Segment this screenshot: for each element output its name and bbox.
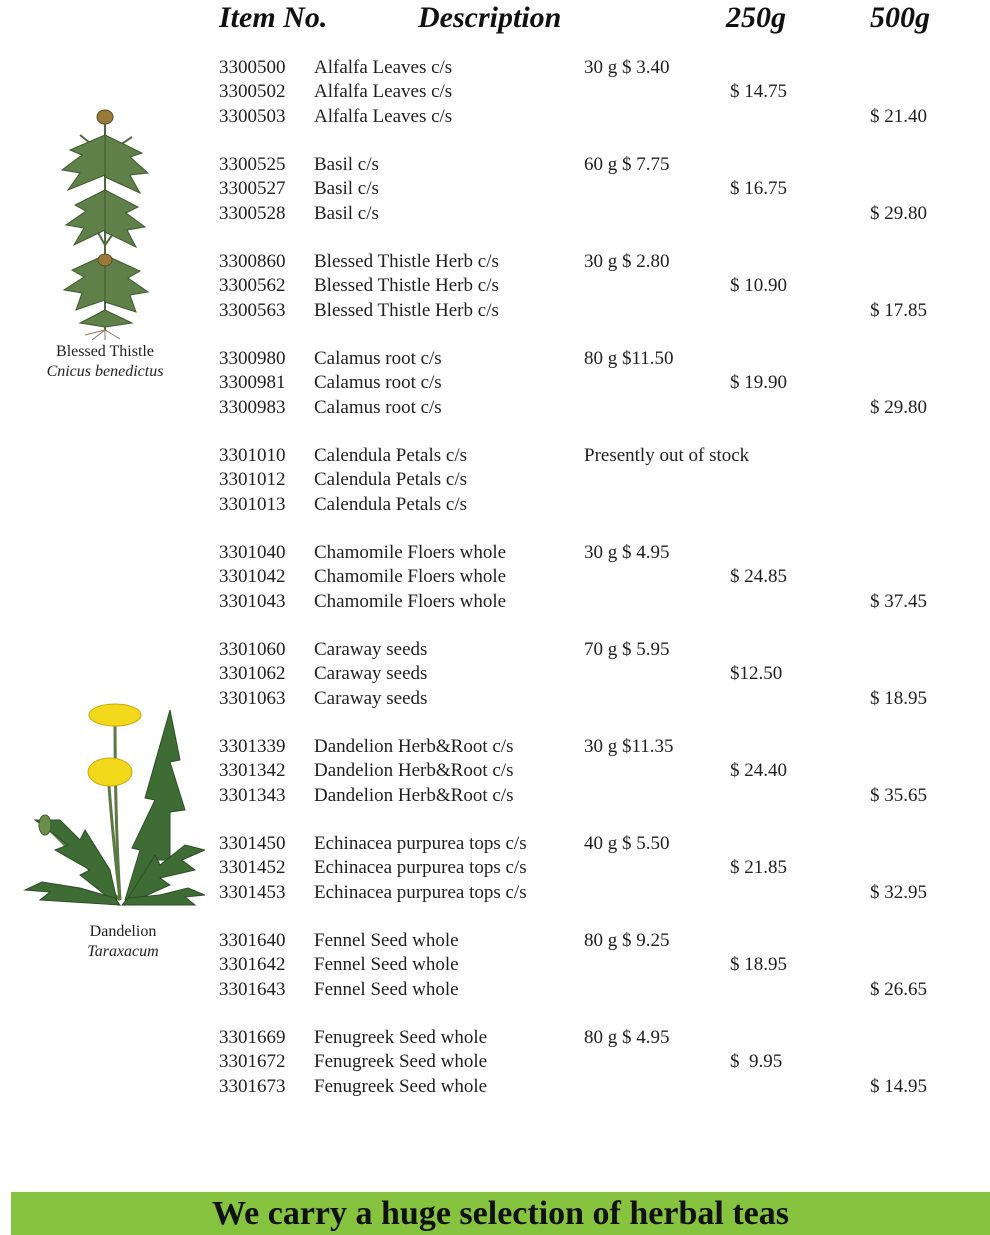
item-description: Chamomile Floers whole — [314, 590, 507, 612]
sample-price: 80 g $ 9.25 — [584, 930, 670, 951]
sample-price: 30 g $ 2.80 — [584, 251, 670, 272]
item-number: 3301012 — [219, 469, 286, 491]
price-250g: $ 16.75 — [730, 178, 787, 200]
item-number: 3300563 — [219, 299, 286, 321]
price-500g: $ 37.45 — [870, 590, 927, 612]
item-number: 3301040 — [219, 542, 286, 563]
dandelion-plant-icon — [20, 700, 205, 915]
item-description: Calendula Petals c/s — [314, 445, 468, 466]
price-250g: $ 24.85 — [730, 566, 787, 588]
price-250g: $ 19.90 — [730, 372, 787, 394]
thistle-latin-name: Cnicus benedictus — [46, 363, 164, 380]
sample-price: 80 g $ 4.95 — [584, 1027, 670, 1048]
header-250g: 250g — [726, 1, 786, 34]
price-250g: $ 18.95 — [730, 954, 787, 976]
product-row — [0, 444, 990, 468]
product-group — [0, 541, 990, 638]
item-number: 3300980 — [219, 348, 286, 369]
item-number: 3301643 — [219, 978, 286, 1000]
thistle-illustration — [50, 95, 160, 340]
item-description: Calamus root c/s — [314, 372, 442, 394]
price-250g: $ 24.40 — [730, 760, 787, 782]
price-500g: $ 26.65 — [870, 978, 927, 1000]
item-number: 3301043 — [219, 590, 286, 612]
price-500g: $ 29.80 — [870, 202, 927, 224]
item-number: 3301343 — [219, 784, 286, 806]
price-500g: $ 17.85 — [870, 299, 927, 321]
item-number: 3301642 — [219, 954, 286, 976]
sample-price: 30 g $11.35 — [584, 736, 674, 757]
item-number: 3301452 — [219, 857, 286, 879]
product-row — [0, 1075, 990, 1099]
item-description: Blessed Thistle Herb c/s — [314, 251, 499, 272]
product-row — [0, 396, 990, 420]
banner-text: We carry a huge selection of herbal teas — [212, 1195, 789, 1232]
item-description: Fennel Seed whole — [314, 978, 459, 1000]
item-description: Calamus root c/s — [314, 348, 442, 369]
item-description: Fenugreek Seed whole — [314, 1027, 488, 1048]
item-description: Dandelion Herb&Root c/s — [314, 760, 514, 782]
item-number: 3301673 — [219, 1075, 286, 1097]
item-description: Chamomile Floers whole — [314, 566, 507, 588]
item-number: 3301640 — [219, 930, 286, 951]
thistle-plant-icon — [50, 95, 160, 340]
header-500g: 500g — [870, 1, 930, 34]
item-description: Caraway seeds — [314, 663, 428, 685]
product-row — [0, 56, 990, 80]
product-group — [0, 1026, 990, 1123]
item-number: 3301063 — [219, 687, 286, 709]
item-description: Echinacea purpurea tops c/s — [314, 881, 527, 903]
item-number: 3301453 — [219, 881, 286, 903]
thistle-common-name: Blessed Thistle — [56, 343, 154, 360]
item-description: Calamus root c/s — [314, 396, 442, 418]
item-description: Chamomile Floers whole — [314, 542, 507, 563]
item-description: Fennel Seed whole — [314, 930, 459, 951]
product-row — [0, 565, 990, 589]
price-500g: $ 32.95 — [870, 881, 927, 903]
item-number: 3300981 — [219, 372, 286, 394]
item-number: 3300562 — [219, 275, 286, 297]
product-row — [0, 541, 990, 565]
product-group — [0, 444, 990, 541]
product-row — [0, 468, 990, 492]
product-row — [0, 978, 990, 1002]
item-description: Fenugreek Seed whole — [314, 1051, 488, 1073]
item-number: 3300503 — [219, 105, 286, 127]
item-description: Caraway seeds — [314, 639, 428, 660]
price-250g: $ 9.95 — [730, 1051, 783, 1073]
item-number: 3300527 — [219, 178, 286, 200]
item-description: Dandelion Herb&Root c/s — [314, 784, 514, 806]
sample-price: 30 g $ 4.95 — [584, 542, 670, 563]
item-number: 3301010 — [219, 445, 286, 466]
item-number: 3301669 — [219, 1027, 286, 1048]
sample-price: 80 g $11.50 — [584, 348, 674, 369]
item-description: Echinacea purpurea tops c/s — [314, 857, 527, 879]
item-description: Basil c/s — [314, 202, 379, 224]
product-row — [0, 662, 990, 686]
item-description: Alfalfa Leaves c/s — [314, 57, 453, 78]
dandelion-illustration — [20, 700, 205, 915]
price-250g: $ 14.75 — [730, 81, 787, 103]
item-number: 3301062 — [219, 663, 286, 685]
sample-price: 40 g $ 5.50 — [584, 833, 670, 854]
item-number: 3301450 — [219, 833, 286, 854]
price-250g: $ 21.85 — [730, 857, 787, 879]
dandelion-caption — [38, 922, 208, 962]
item-description: Caraway seeds — [314, 687, 428, 709]
item-number: 3301042 — [219, 566, 286, 588]
price-500g: $ 29.80 — [870, 396, 927, 418]
item-description: Calendula Petals c/s — [314, 493, 468, 515]
item-number: 3301339 — [219, 736, 286, 757]
item-number: 3300528 — [219, 202, 286, 224]
sample-price: 30 g $ 3.40 — [584, 57, 670, 78]
item-description: Calendula Petals c/s — [314, 469, 468, 491]
item-number: 3300500 — [219, 57, 286, 78]
price-500g: $ 35.65 — [870, 784, 927, 806]
item-description: Echinacea purpurea tops c/s — [314, 833, 527, 854]
sample-price: Presently out of stock — [584, 445, 750, 466]
item-description: Blessed Thistle Herb c/s — [314, 275, 499, 297]
dandelion-latin-name: Taraxacum — [87, 943, 159, 960]
herbal-teas-banner — [11, 1192, 990, 1235]
item-number: 3300502 — [219, 81, 286, 103]
product-row — [0, 1050, 990, 1074]
item-description: Alfalfa Leaves c/s — [314, 105, 453, 127]
product-row — [0, 590, 990, 614]
header-description: Description — [418, 1, 562, 34]
sample-price: 70 g $ 5.95 — [584, 639, 670, 660]
item-number: 3301013 — [219, 493, 286, 515]
product-row — [0, 1026, 990, 1050]
item-number: 3300983 — [219, 396, 286, 418]
item-description: Dandelion Herb&Root c/s — [314, 736, 514, 757]
item-number: 3301672 — [219, 1051, 286, 1073]
price-250g: $12.50 — [730, 663, 783, 685]
item-number: 3301342 — [219, 760, 286, 782]
dandelion-common-name: Dandelion — [89, 923, 157, 940]
item-description: Basil c/s — [314, 154, 379, 175]
price-500g: $ 21.40 — [870, 105, 927, 127]
price-250g: $ 10.90 — [730, 275, 787, 297]
header-item-no: Item No. — [219, 1, 328, 34]
product-row — [0, 638, 990, 662]
item-description: Alfalfa Leaves c/s — [314, 81, 453, 103]
item-number: 3301060 — [219, 639, 286, 660]
item-number: 3300525 — [219, 154, 286, 175]
product-row — [0, 493, 990, 517]
price-500g: $ 14.95 — [870, 1075, 927, 1097]
item-description: Fennel Seed whole — [314, 954, 459, 976]
item-description: Basil c/s — [314, 178, 379, 200]
price-500g: $ 18.95 — [870, 687, 927, 709]
item-number: 3300860 — [219, 251, 286, 272]
sample-price: 60 g $ 7.75 — [584, 154, 670, 175]
item-description: Fenugreek Seed whole — [314, 1075, 488, 1097]
item-description: Blessed Thistle Herb c/s — [314, 299, 499, 321]
thistle-caption — [20, 342, 190, 382]
